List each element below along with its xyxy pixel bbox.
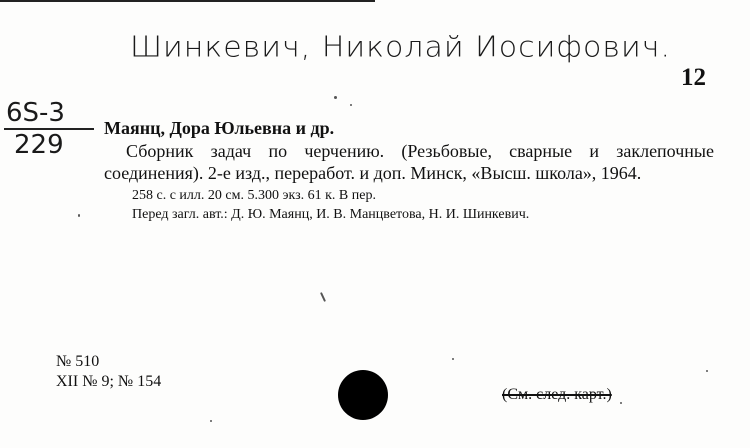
ink-stamp-blot: [338, 370, 388, 420]
bibliographic-entry: [104, 116, 714, 224]
crossed-out-reference: (См. след. карт.): [502, 386, 612, 403]
footer-line-2: XII № 9; № 154: [56, 373, 162, 390]
card-number: 12: [681, 64, 706, 91]
entry-author: Маянц, Дора Юльевна и др.: [104, 118, 335, 138]
entry-description-block: [104, 140, 714, 184]
footer-line-1: № 510: [56, 353, 100, 370]
entry-note-block: [104, 205, 714, 224]
entry-note: Перед загл. авт.: Д. Ю. Маянц, И. В. Манцветова, Н. И. Шинкевич.: [132, 207, 530, 222]
dust-speck: [320, 292, 326, 302]
top-border-line: [0, 0, 375, 2]
dust-speck: [334, 96, 337, 99]
handwritten-author-name: Шинкевич, Николай Иосифович.: [130, 30, 672, 65]
entry-physical-description: 258 с. с илл. 20 см. 5.300 экз. 61 к. В пер.: [132, 188, 376, 203]
entry-description: Сборник задач по черчению. (Резьбовые, сварные и заклепочные соединения). 2-е изд., переработ. и доп. Минск, «Высш. школа», 1964.: [104, 141, 714, 183]
shelfmark-bottom: 229: [14, 130, 64, 160]
dust-speck: [350, 104, 352, 106]
dust-speck: [78, 214, 80, 217]
shelfmark: [4, 98, 100, 160]
shelfmark-top: 6S-3: [4, 98, 94, 130]
dust-speck: [452, 358, 454, 360]
card-footer: [56, 352, 161, 392]
dust-speck: [706, 370, 708, 372]
entry-physical-block: [104, 186, 714, 205]
dust-speck: [210, 420, 212, 422]
dust-speck: [620, 402, 622, 404]
